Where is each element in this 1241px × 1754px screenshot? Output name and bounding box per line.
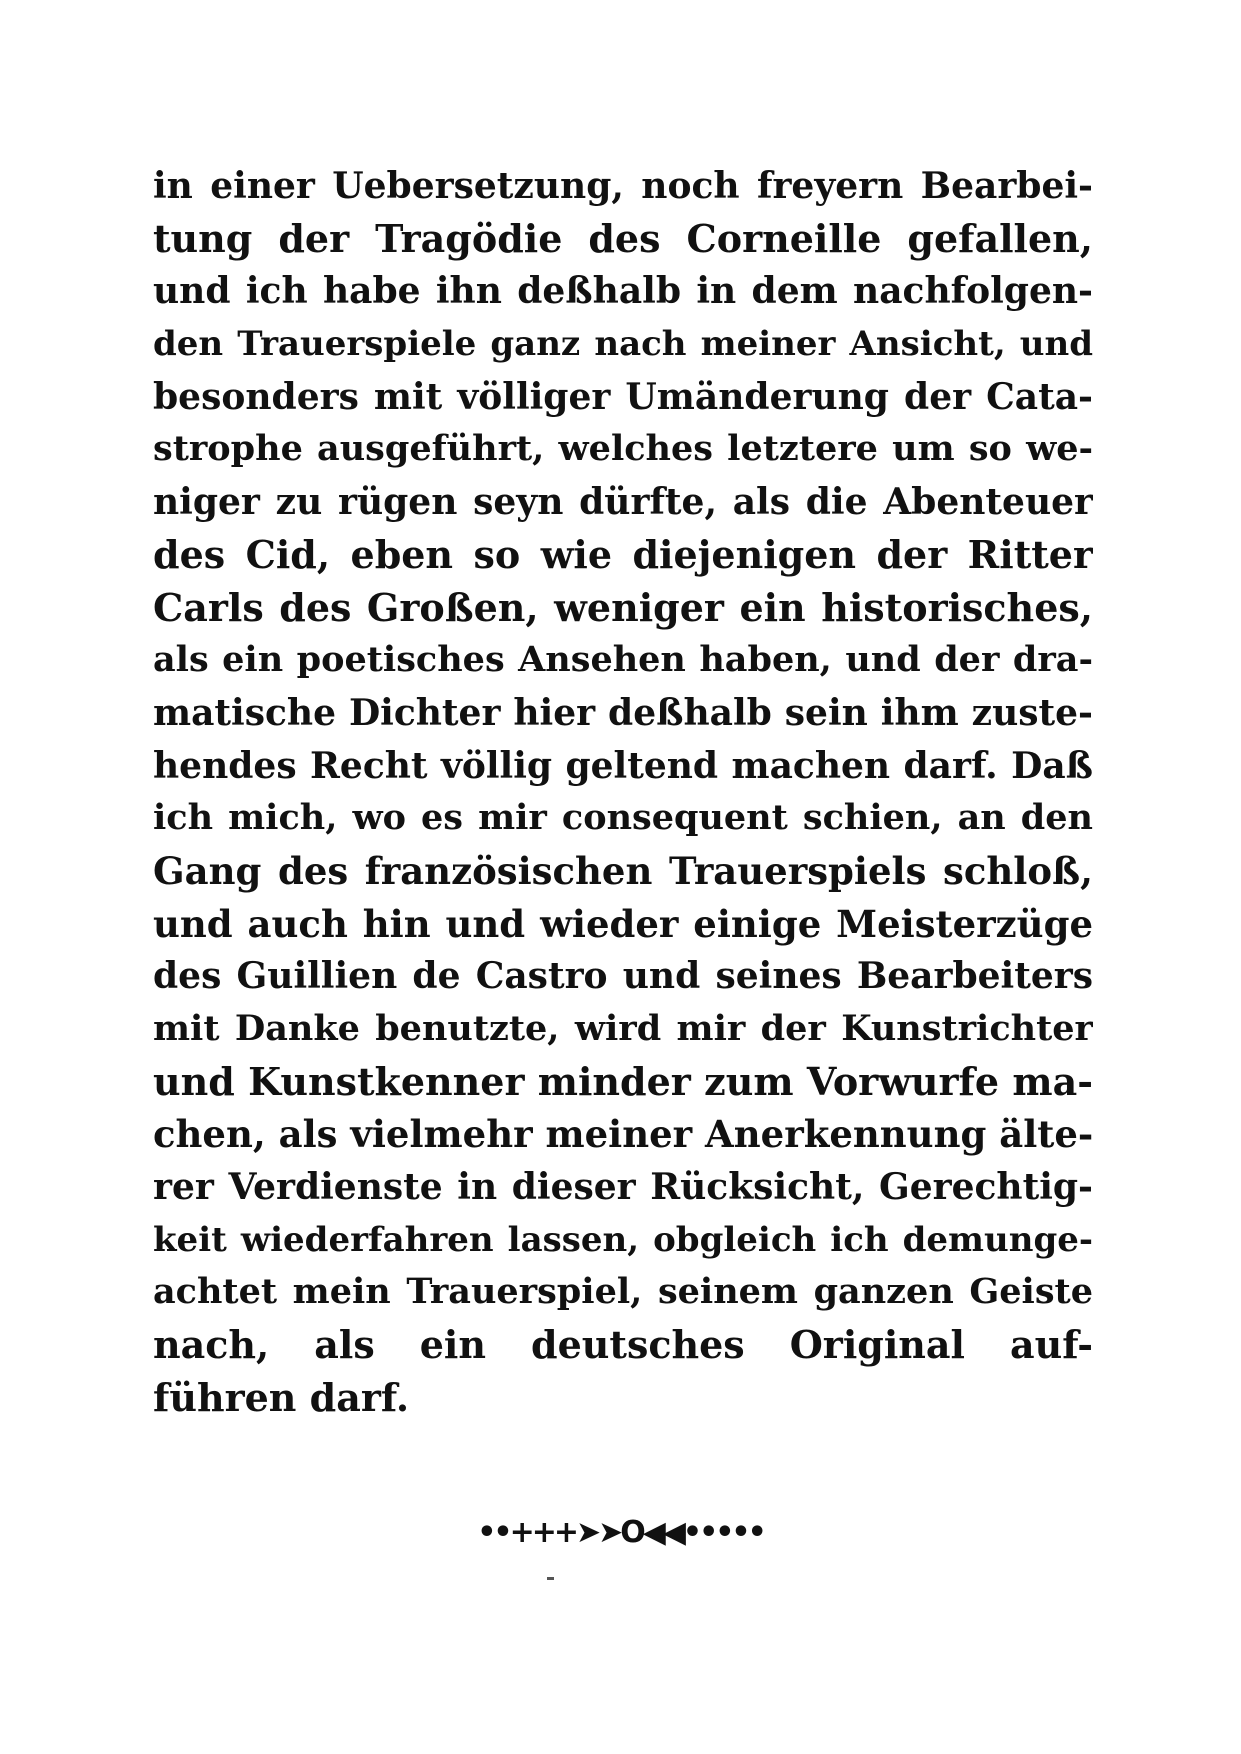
text-line: Gang des französischen Trauerspiels schloß, [153, 848, 1093, 893]
text-line: und ich habe ihn deßhalb in dem nachfolgen- [153, 270, 1093, 313]
body-text [153, 160, 1093, 1425]
text-line: führen darf. [153, 1374, 410, 1420]
text-line: strophe ausgeführt, welches letztere um so we- [153, 428, 1093, 470]
text-line: achtet mein Trauerspiel, seinem ganzen Geiste [153, 1271, 1093, 1313]
print-speck [547, 1577, 554, 1580]
ornament-divider: ••+++➤➤O◀◀••••• [477, 1515, 764, 1550]
text-line: nach, als ein deutsches Original auf- [153, 1322, 1093, 1368]
text-line: und Kunstkenner minder zum Vorwurfe ma- [153, 1058, 1093, 1104]
text-line: mit Danke benutzte, wird mir der Kunstrichter [153, 1008, 1093, 1049]
text-line: und auch hin und wieder einige Meisterzüge [153, 901, 1093, 946]
text-line: rer Verdienste in dieser Rücksicht, Gerechtig- [153, 1166, 1093, 1209]
text-line: den Trauerspiele ganz nach meiner Ansicht, und [153, 324, 1093, 365]
text-line: tung der Tragödie des Corneille gefallen, [153, 215, 1093, 261]
text-line: Carls des Großen, weniger ein historisches, [153, 584, 1093, 630]
text-line: ich mich, wo es mir consequent schien, an den [153, 797, 1093, 839]
text-line: matische Dichter hier deßhalb sein ihm zuste- [153, 691, 1093, 734]
text-line: chen, als vielmehr meiner Anerkennung älte- [153, 1112, 1093, 1157]
text-line: in einer Uebersetzung, noch freyern Bearbei- [153, 165, 1093, 207]
text-line: als ein poetisches Ansehen haben, und der dra- [153, 639, 1093, 681]
text-line: des Guillien de Castro und seines Bearbeiters [153, 955, 1093, 998]
text-line: keit wiederfahren lassen, obgleich ich demunge- [153, 1219, 1093, 1260]
text-line: hendes Recht völlig geltend machen darf. Daß [153, 744, 1093, 787]
text-line: niger zu rügen seyn dürfte, als die Abenteuer [153, 481, 1093, 524]
text-line: des Cid, eben so wie diejenigen der Ritter [153, 531, 1093, 577]
text-line: besonders mit völliger Umänderung der Cata- [153, 375, 1093, 418]
